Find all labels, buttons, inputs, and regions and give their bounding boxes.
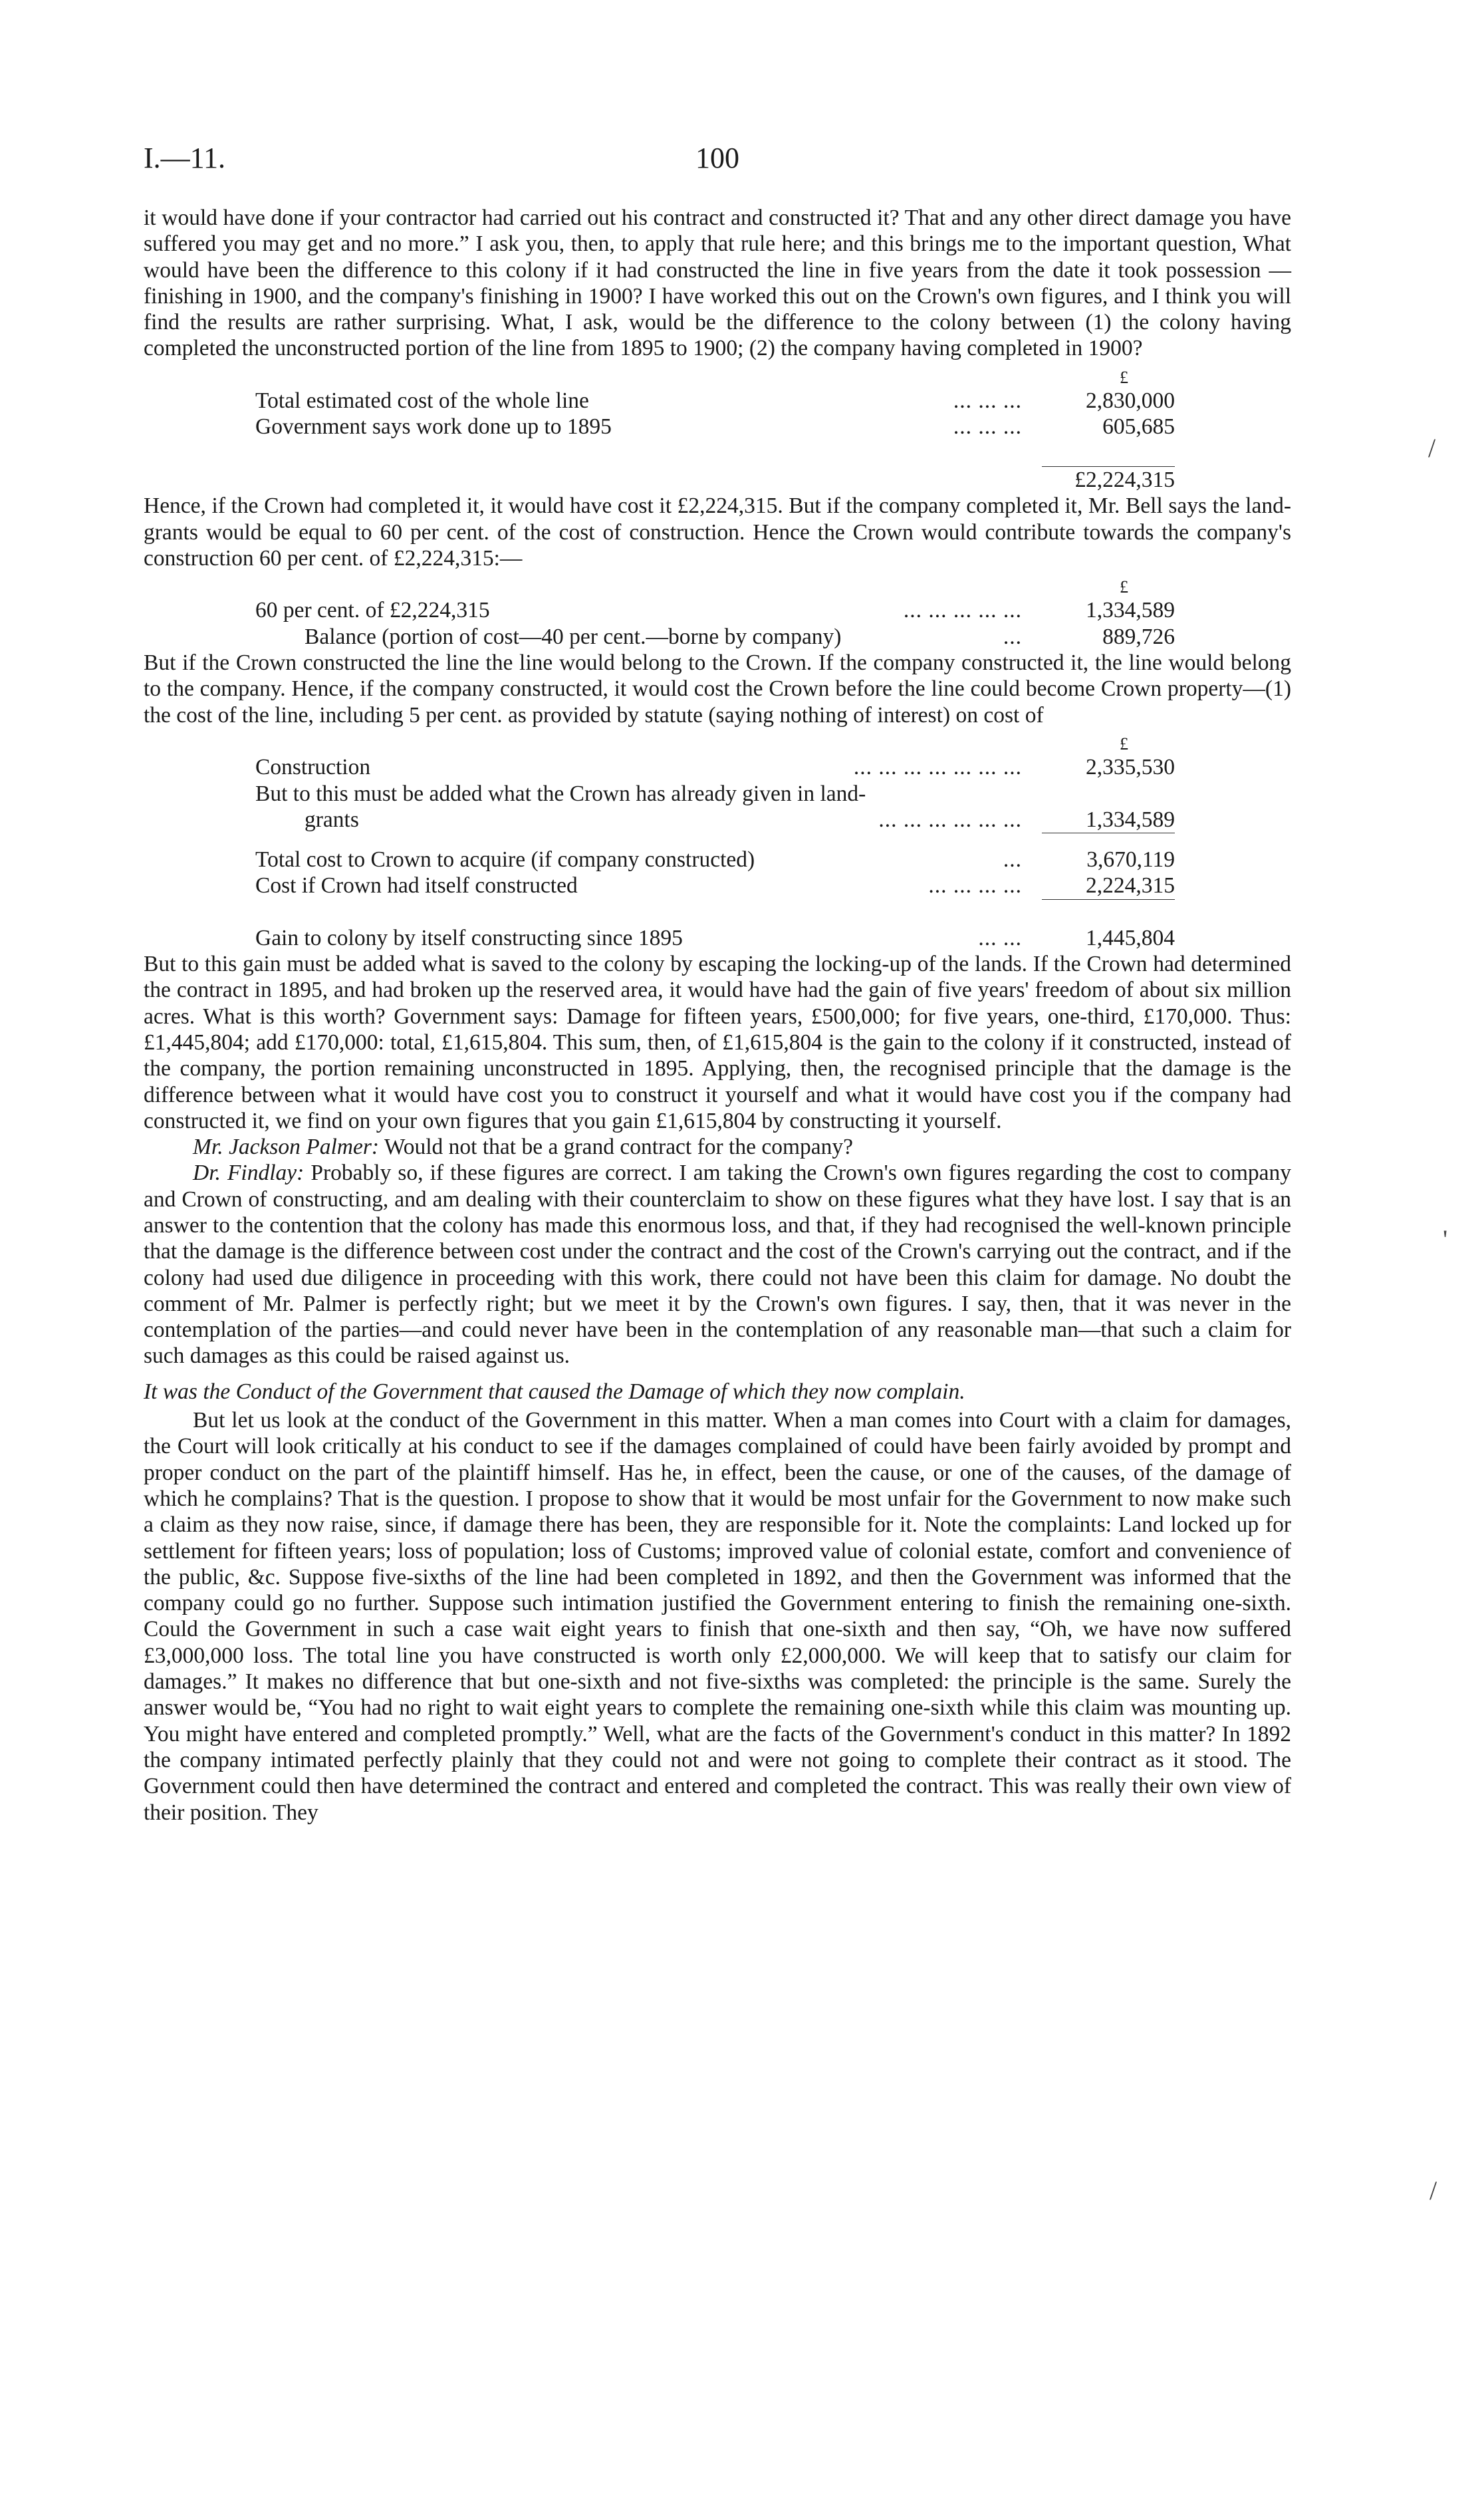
- table-row: grants ... ... ... ... ... ... 1,334,589: [305, 807, 1175, 832]
- paragraph: Hence, if the Crown had completed it, it would have cost it £2,224,315. But if the company completed it, Mr. Bell says the land-grants would be equal to 60 per cent. of the cost of construction. Hence the Crown would contribute towards the company's construction 60 per cent. of £2,224,315:—: [144, 493, 1291, 571]
- table-row: Total estimated cost of the whole line ... ... ... 2,830,000: [255, 388, 1175, 414]
- margin-mark: /: [1428, 433, 1436, 463]
- section-heading: It was the Conduct of the Government that caused the Damage of which they now complain.: [144, 1379, 965, 1404]
- currency-symbol: £: [1120, 577, 1128, 597]
- table-row: But to this must be added what the Crown has already given in land-: [255, 781, 866, 806]
- currency-symbol: £: [1120, 734, 1128, 754]
- page-number: 100: [695, 142, 739, 174]
- table-row: Balance (portion of cost—40 per cent.—borne by company) ... 889,726: [305, 624, 1175, 649]
- document-body: [144, 205, 1291, 1826]
- speaker-name: Dr. Findlay:: [193, 1161, 305, 1186]
- paragraph: But let us look at the conduct of the Government in this matter. When a man comes into Court with a claim for damages, the Court will look critically at his conduct to see if the damages complained of could have been fairly avoided by prompt and proper conduct on the part of the plaintiff himself. Has he, in effect, been the cause, or one of the causes, of the damage of which he complains? That is the question. I propose to show that it would be most unfair for the Government to now make such a claim as they now raise, since, if damage there has been, they are responsible for it. Note the complaints: Land locked up for settlement for fifteen years; loss of population; loss of Customs; improved value of colonial estate, comfort and convenience of the public, &c. Suppose five-sixths of the line had been completed in 1892, and then the Government was informed that the company could go no further. Suppose such intimation justified the Government entering to finish the remaining one-sixth. Could the Government in such a case wait eight years to finish that one-sixth and then say, “Oh, we have now suffered £3,000,000 loss. The total line you have constructed is worth only £2,000,000. We will keep that to satisfy our claim for damages.” It makes no difference that but one-sixth and not five-sixths was completed: the principle is the same. Surely the answer would be, “You had no right to wait eight years to complete the remaining one-sixth while this claim was mounting up. You might have entered and completed promptly.” Well, what are the facts of the Government's conduct in this matter? In 1892 the company intimated perfectly plainly that they could not and were not going to complete their contract as it stood. The Government could then have determined the contract and entered and completed the contract. This was really their own view of their position. They: [144, 1408, 1291, 1825]
- table-row: Total cost to Crown to acquire (if company constructed) ... 3,670,119: [255, 847, 1175, 873]
- paragraph: it would have done if your contractor had carried out his contract and constructed it? That and any other direct damage you have suffered you may get and no more.” I ask you, then, to apply that rule here; and this brings me to the important question, What would have been the difference to this colony if it had constructed the line in five years from the date it took possession —finishing in 1900, and the company's finishing in 1900? I have worked this out on the Crown's own figures, and I think you will find the results are rather surprising. What, I ask, would be the difference to the colony between (1) the colony having completed the unconstructed portion of the line from 1895 to 1900; (2) the company having completed in 1900?: [144, 206, 1291, 361]
- table-row: Cost if Crown had itself constructed ... ... ... ... 2,224,315: [255, 873, 1175, 899]
- table-total-row: £2,224,315: [1074, 467, 1175, 492]
- paragraph: But if the Crown constructed the line the line would belong to the Crown. If the company constructed it, the line would belong to the company. Hence, if the company constructed, it would cost the Crown before the line could become Crown property—(1) the cost of the line, including 5 per cent. as provided by statute (saying nothing of interest) on cost of: [144, 650, 1291, 728]
- cost-table-3: [255, 728, 1175, 951]
- table-row: Government says work done up to 1895 ... ... ... 605,685: [255, 414, 1175, 440]
- sum-rule: [255, 899, 1175, 900]
- margin-mark: ': [1443, 1224, 1448, 1254]
- page-header: [144, 141, 1291, 181]
- table-row: Gain to colony by itself constructing since 1895 ... ... 1,445,804: [255, 925, 1175, 950]
- cost-table-1: [255, 362, 1175, 493]
- cost-table-2: [255, 571, 1175, 650]
- currency-symbol: £: [1120, 367, 1128, 387]
- dialogue-paragraph: Mr. Jackson Palmer: Would not that be a grand contract for the company?: [193, 1135, 854, 1160]
- dialogue-paragraph: Dr. Findlay: Probably so, if these figures are correct. I am taking the Crown's own figures regarding the cost to company and Crown of constructing, and am dealing with their counterclaim to show on these figures what they have lost. I say that is an answer to the contention that the colony has made this enormous loss, and that, if they had recognised the well-known principle that the damage is the difference between cost under the contract and the cost of the Crown's carrying out the contract, and if the colony had used due diligence in proceeding with this work, there could not have been this claim for damage. No doubt the comment of Mr. Palmer is perfectly right; but we meet it by the Crown's own figures. I say, then, that it was never in the contemplation of the parties—and could never have been in the contemplation of any reasonable man—that such a claim for such damages as this could be raised against us.: [144, 1161, 1291, 1369]
- speaker-name: Mr. Jackson Palmer:: [193, 1135, 380, 1160]
- report-reference: I.—11.: [144, 142, 226, 174]
- table-row: Construction ... ... ... ... ... ... ... 2,335,530: [255, 755, 1175, 780]
- paragraph: But to this gain must be added what is saved to the colony by escaping the locking-up of the lands. If the Crown had determined the contract in 1895, and had broken up the reserved area, it would have had the gain of five years' freedom of about six million acres. What is this worth? Government says: Damage for fifteen years, £500,000; for five years, one-third, £170,000. Thus: £1,445,804; add £170,000: total, £1,615,804. This sum, then, of £1,615,804 is the gain to the colony if it constructed, instead of the company, the portion remaining unconstructed in 1895. Applying, then, the recognised principle that the damage is the difference between what it would have cost you to construct it yourself and what it would have cost you if the company had constructed it, we find on your own figures that you gain £1,615,804 by constructing it yourself.: [144, 952, 1291, 1133]
- table-row: 60 per cent. of £2,224,315 ... ... ... ... ... 1,334,589: [255, 598, 1175, 623]
- margin-mark: /: [1429, 2175, 1437, 2205]
